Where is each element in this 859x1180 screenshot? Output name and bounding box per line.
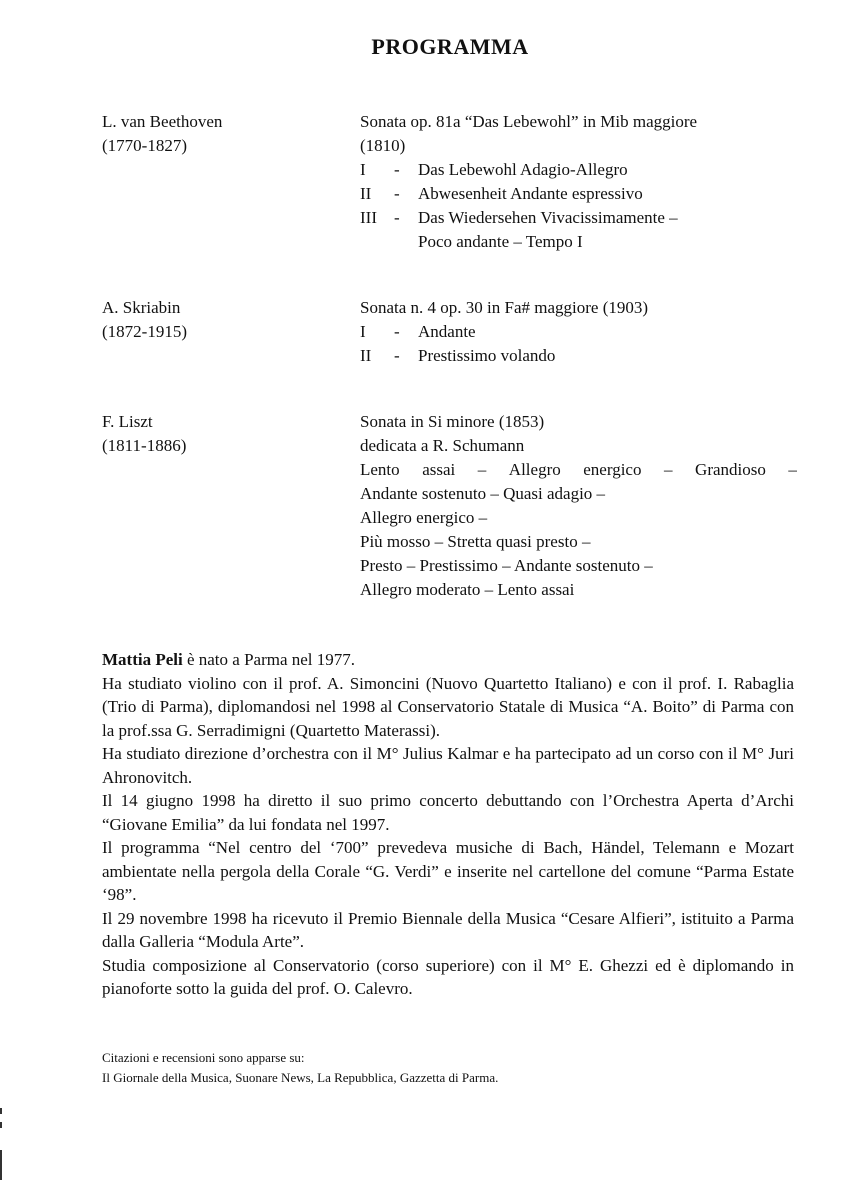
work-dedication: dedicata a R. Schumann (360, 436, 525, 455)
word: Grandioso (695, 460, 766, 479)
performer-name: Mattia Peli (102, 650, 183, 669)
movement-text: Das Wiedersehen Vivacissimamente – (418, 208, 678, 227)
bio-intro-text: è nato a Parma nel 1977. (182, 650, 356, 669)
movement-number: III (360, 208, 377, 227)
scan-margin-mark (0, 1150, 2, 1180)
movement-3-continued (360, 230, 802, 254)
reviews-footnote (102, 1048, 802, 1088)
page-title: PROGRAMMA (371, 34, 529, 59)
work-year: (1810) (360, 136, 406, 155)
movement-number: I (360, 322, 366, 341)
movement-text: Poco andante – Tempo I (418, 232, 583, 251)
word: – (664, 460, 673, 479)
movement-dash: - (394, 160, 400, 179)
word: – (788, 460, 797, 479)
program-entry-liszt (102, 410, 802, 602)
bio-paragraph: Il 29 novembre 1998 ha ricevuto il Premio Biennale della Musica “Cesare Alfieri”, istituito a Parma dalla Galleria “Modula Arte”. (102, 908, 794, 951)
movement-dash: - (394, 184, 400, 203)
movement-1 (360, 320, 802, 344)
composer-block (102, 110, 342, 158)
work-sections-line: Più mosso – Stretta quasi presto – (360, 532, 591, 551)
bio-paragraph: Ha studiato violino con il prof. A. Simoncini (Nuovo Quartetto Italiano) e con il prof. I. Rabaglia (Trio di Parma), diplomandosi nel 1998 al Conservatorio Statale di Musica “A. Boito” di Parma con la prof.ssa G. Serradimigni (Quartetto Materassi). (102, 673, 794, 740)
composer-name: L. van Beethoven (102, 112, 223, 131)
word: Allegro (508, 460, 561, 479)
movement-2 (360, 344, 802, 368)
movement-dash: - (394, 346, 400, 365)
work-sections-line: Allegro moderato – Lento assai (360, 580, 575, 599)
composer-name: F. Liszt (102, 412, 153, 431)
bio-intro (102, 648, 794, 672)
composer-dates: (1770-1827) (102, 136, 187, 155)
work-title: Sonata op. 81a “Das Lebewohl” in Mib maggiore (360, 112, 698, 131)
bio-paragraph: Ha studiato direzione d’orchestra con il M° Julius Kalmar e ha partecipato ad un corso con il M° Juri Ahronovitch. (102, 744, 794, 787)
scan-margin-mark (0, 1108, 2, 1114)
word: – (477, 460, 487, 479)
movement-2 (360, 182, 802, 206)
work-title: Sonata n. 4 op. 30 in Fa# maggiore (1903) (360, 298, 649, 317)
work-title: Sonata in Si minore (1853) (360, 412, 545, 431)
movement-text: Das Lebewohl Adagio-Allegro (418, 160, 628, 179)
work-block (360, 296, 802, 368)
work-sections-line (360, 458, 797, 482)
movement-1 (360, 158, 802, 182)
program-entry-beethoven (102, 110, 802, 296)
scan-margin-mark (0, 1122, 2, 1128)
movement-number: II (360, 184, 372, 203)
work-sections-line: Presto – Prestissimo – Andante sostenuto – (360, 556, 653, 575)
footnote-publications: Il Giornale della Musica, Suonare News, La Repubblica, Gazzetta di Parma. (102, 1070, 499, 1085)
movement-text: Abwesenheit Andante espressivo (418, 184, 643, 203)
word: Lento (360, 460, 400, 479)
work-sections-line: Allegro energico – (360, 508, 488, 527)
bio-paragraph: Il 14 giugno 1998 ha diretto il suo primo concerto debuttando con l’Orchestra Aperta d’Archi “Giovane Emilia” da lui fondata nel 1997. (102, 791, 794, 834)
movement-number: I (360, 160, 366, 179)
work-sections-line: Andante sostenuto – Quasi adagio – (360, 484, 606, 503)
movement-text: Prestissimo volando (418, 346, 556, 365)
movement-3 (360, 206, 802, 230)
movement-text: Andante (418, 322, 476, 341)
program-list (102, 110, 802, 602)
composer-name: A. Skriabin (102, 298, 181, 317)
bio-paragraph: Studia composizione al Conservatorio (corso superiore) con il M° E. Ghezzi ed è diplomando in pianoforte sotto la guida del prof. O. Calevro. (102, 955, 794, 998)
work-block (360, 110, 802, 254)
bio-paragraph: Il programma “Nel centro del ‘700” prevedeva musiche di Bach, Händel, Telemann e Mozart ambientate nella pergola della Corale “G. Verdi” e inserite nel cartellone del comune “Parma Estate ‘98”. (102, 838, 794, 904)
composer-dates: (1811-1886) (102, 436, 187, 455)
composer-block (102, 410, 342, 458)
composer-dates: (1872-1915) (102, 322, 187, 341)
composer-block (102, 296, 342, 344)
movement-number: II (360, 346, 372, 365)
work-block (360, 410, 802, 602)
program-entry-skriabin (102, 296, 802, 410)
movement-dash: - (394, 208, 400, 227)
footnote-heading: Citazioni e recensioni sono apparse su: (102, 1050, 305, 1065)
biography (102, 648, 794, 1001)
word: energico (583, 460, 642, 479)
movement-dash: - (394, 322, 400, 341)
word: assai (422, 460, 456, 479)
